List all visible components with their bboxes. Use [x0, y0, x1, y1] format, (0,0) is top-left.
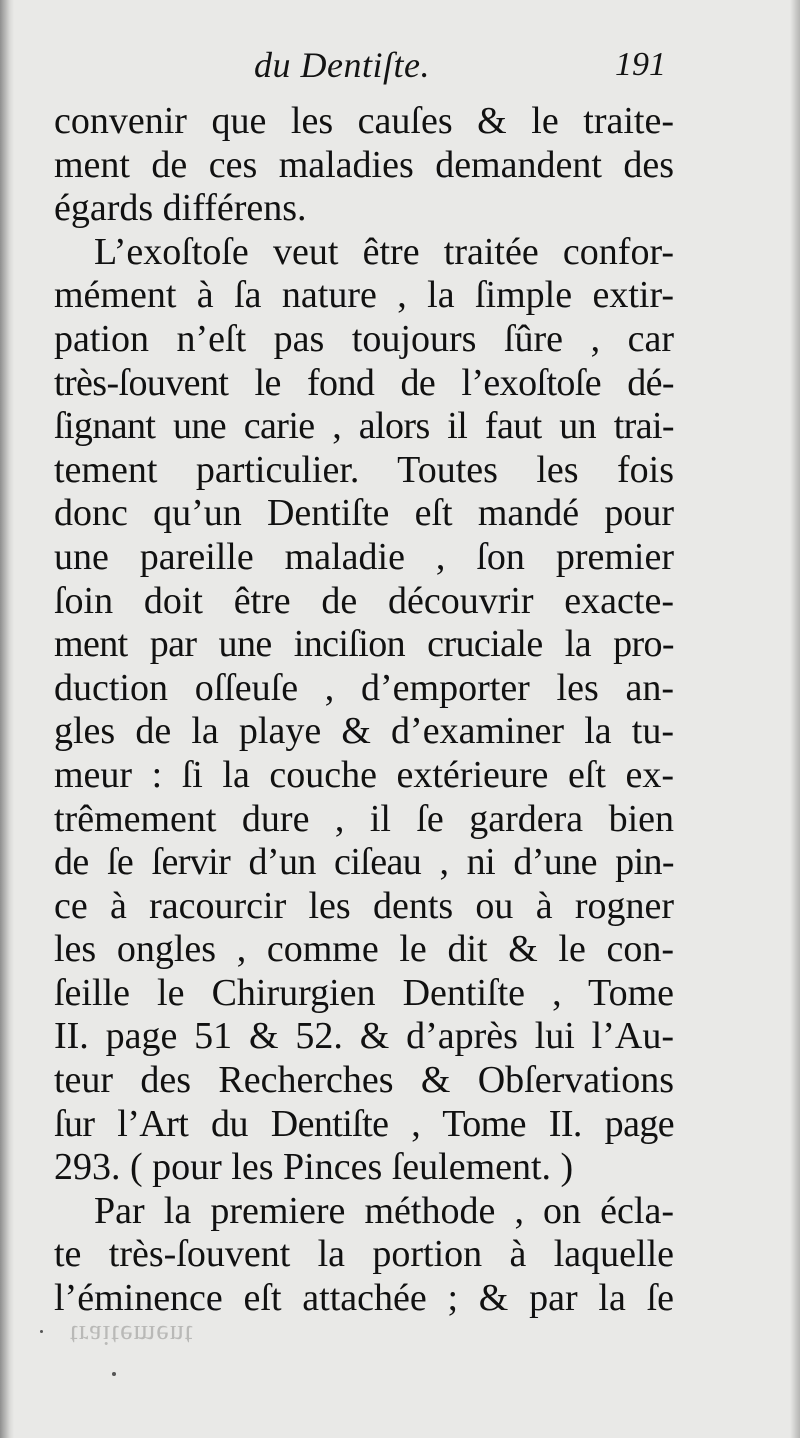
- text-line: II. page 51 & 52. & d’après lui l’Au-: [54, 1015, 674, 1058]
- text-line: l’éminence eſt attachée ; & par la ſe: [54, 1277, 674, 1320]
- text-line: de ſe ſervir d’un ciſeau , ni d’une pin-: [54, 841, 674, 884]
- text-line: convenir que les cauſes & le traite-: [54, 100, 674, 142]
- text-line: ment par une inciſion cruciale la pro-: [54, 623, 674, 666]
- text-line: ment de ces maladies demandent des: [54, 143, 674, 186]
- page-number: 191: [615, 46, 666, 83]
- text-line: ſeille le Chirurgien Dentiſte , Tome: [54, 971, 674, 1014]
- text-line: te très-ſouvent la portion à laquelle: [54, 1233, 674, 1276]
- text-line: ſur l’Art du Dentiſte , Tome II. page: [54, 1102, 674, 1145]
- text-line: mément à ſa nature , la ſimple extir-: [54, 274, 674, 317]
- text-line: très-ſouvent le fond de l’exoſtoſe dé-: [54, 361, 674, 404]
- text-line: teur des Recherches & Obſervations: [54, 1059, 674, 1102]
- body-text: [54, 100, 674, 1321]
- running-head: du Dentiſte.: [254, 45, 430, 85]
- text-line: donc qu’un Dentiſte eſt mandé pour: [54, 492, 674, 535]
- text-line: ſoin doit être de découvrir exacte-: [54, 579, 674, 622]
- text-line: tement particulier. Toutes les fois: [54, 448, 674, 491]
- text-line: meur : ſi la couche extérieure eſt ex-: [54, 753, 674, 796]
- text-line: duction oſſeuſe , d’emporter les an-: [54, 666, 674, 709]
- text-line: les ongles , comme le dit & le con-: [54, 928, 674, 971]
- text-line: ſignant une carie , alors il faut un trai-: [54, 405, 674, 448]
- text-line: une pareille maladie , ſon premier: [54, 535, 674, 578]
- text-line: L’exoſtoſe veut être traitée confor-: [94, 230, 674, 273]
- page-edge-shadow: [790, 0, 800, 1438]
- text-line: égards différens.: [54, 187, 307, 230]
- page-header: [54, 44, 666, 96]
- text-line: pation n’eſt pas toujours ſûre , car: [54, 317, 674, 360]
- page-gutter-shadow: [0, 0, 14, 1438]
- text-line: gles de la playe & d’examiner la tu-: [54, 710, 674, 753]
- text-line: ce à racourcir les dents ou à rogner: [54, 884, 674, 927]
- text-line: Par la premiere méthode , on écla-: [94, 1189, 674, 1232]
- paper-speck: [40, 1330, 43, 1333]
- text-line: trêmement dure , il ſe gardera bien: [54, 797, 674, 840]
- bleed-through-text: traitement: [70, 1319, 194, 1350]
- text-line: 293. ( pour les Pinces ſeulement. ): [54, 1146, 574, 1189]
- paper-speck: [112, 1372, 116, 1376]
